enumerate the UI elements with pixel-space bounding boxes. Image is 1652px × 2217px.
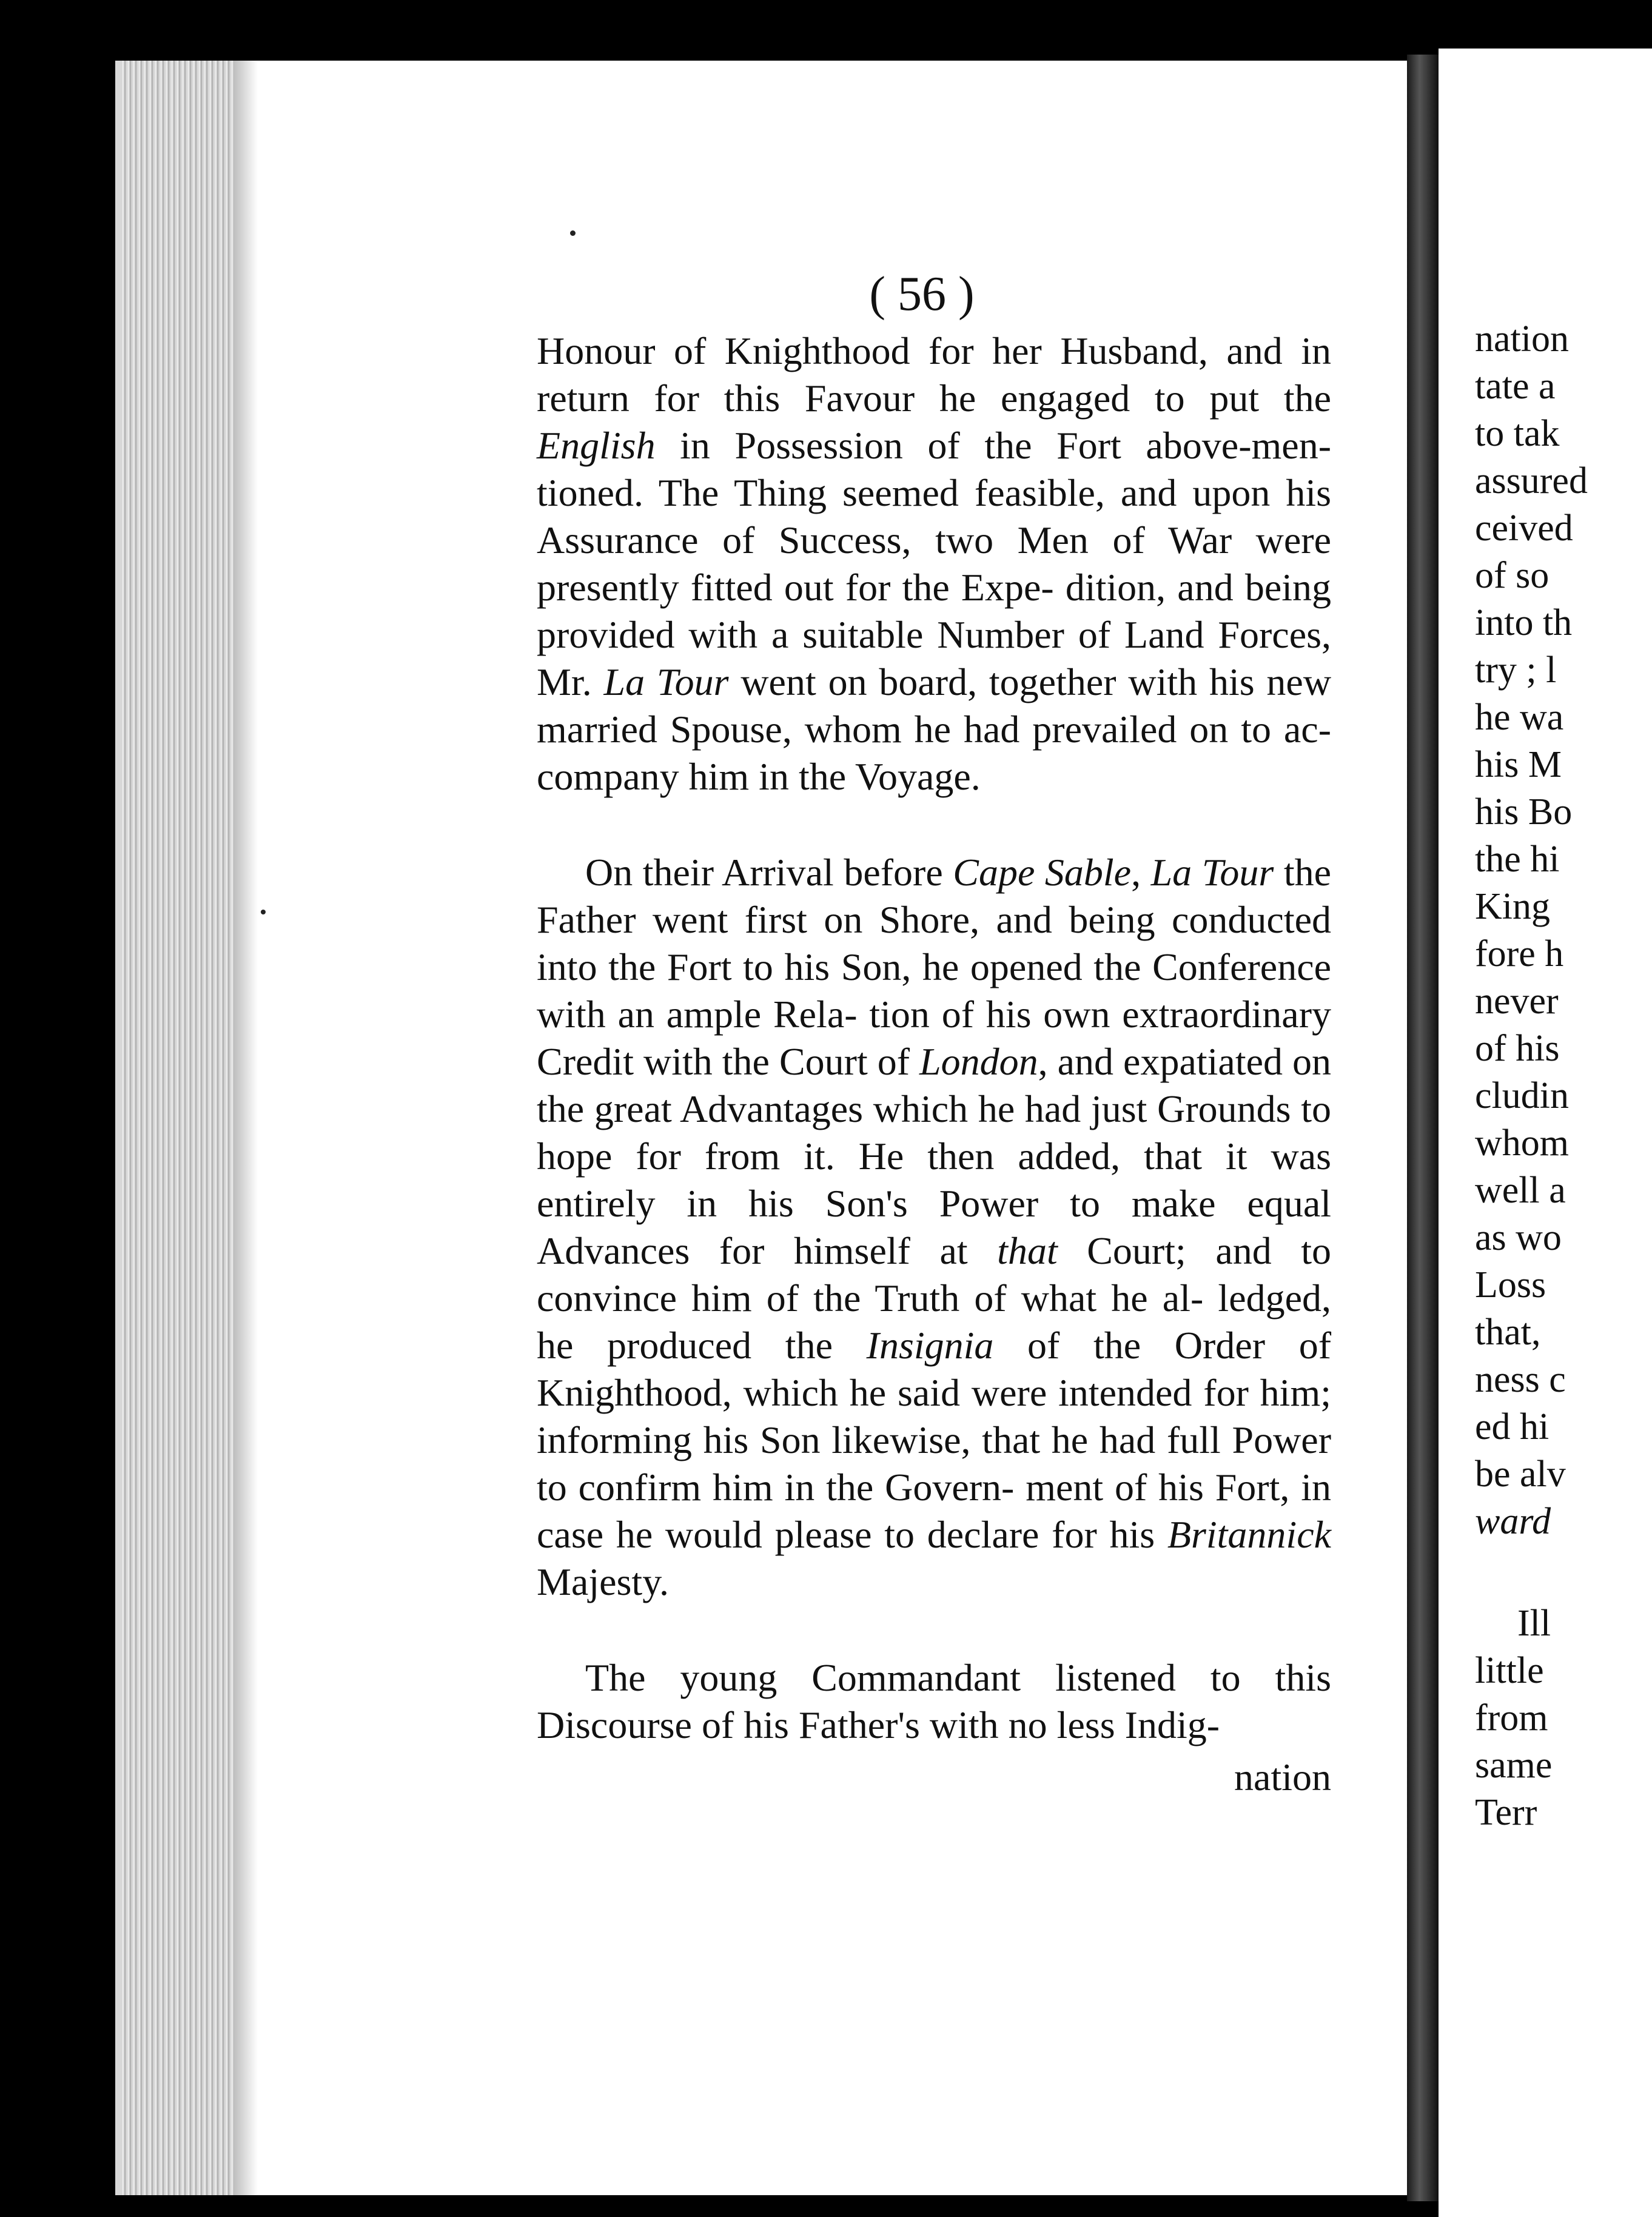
right-text-line: little xyxy=(1475,1650,1544,1691)
right-text-line: the hi xyxy=(1475,839,1560,880)
right-text-line: King xyxy=(1475,886,1550,927)
right-text-line: well a xyxy=(1475,1170,1566,1211)
text-line: opened the Conference with an ample Rela- xyxy=(537,945,1332,1036)
ink-speck xyxy=(261,910,266,914)
text-line: declare for his Britannick Majesty. xyxy=(537,1513,1332,1603)
text-line: tion of his own extraordinary Credit with the xyxy=(537,993,1332,1083)
page-edge-shadow xyxy=(233,61,258,2195)
text-line: had full Power to confirm him in the Govern- xyxy=(537,1418,1332,1509)
text-line: for him; informing his Son likewise, that he xyxy=(537,1371,1332,1461)
text-line: Spouse, whom he had prevailed on to ac- xyxy=(670,708,1332,751)
paragraph-3 xyxy=(537,1654,1331,1749)
text-line: upon his Assurance of Success, two Men of xyxy=(537,471,1332,562)
text-line: Honour of Knighthood for her Husband, and xyxy=(537,329,1283,372)
right-text-line: Ill xyxy=(1517,1603,1551,1644)
text-line: The young Commandant listened to this xyxy=(585,1656,1331,1699)
right-text-line: his M xyxy=(1475,744,1562,785)
text-line: on board, together with his new married xyxy=(537,660,1332,751)
right-text-line: nation xyxy=(1475,318,1569,360)
paragraph-gap xyxy=(1475,1545,1652,1600)
right-text-line: same xyxy=(1475,1745,1553,1786)
right-text-line: of so xyxy=(1475,555,1550,596)
right-text-line: into th xyxy=(1475,602,1573,643)
right-text-line: ceived xyxy=(1475,508,1573,549)
book-gutter xyxy=(1407,55,1439,2201)
right-text-line: whom xyxy=(1475,1122,1569,1164)
text-line: ment of his Fort, in case he would please to xyxy=(537,1466,1332,1556)
right-text-line: his Bo xyxy=(1475,791,1573,833)
right-text-line: fore h xyxy=(1475,933,1564,974)
right-page-text xyxy=(1475,315,1652,1836)
text-line: was entirely in his Son's Power to make equal xyxy=(537,1135,1332,1225)
text-line: Advances for himself at that Court; and to xyxy=(537,1229,1332,1272)
right-text-line: to tak xyxy=(1475,413,1560,454)
text-line: company him in the Voyage. xyxy=(537,755,981,798)
right-text-line: from xyxy=(1475,1697,1548,1739)
text-line: Advantages which he had just Grounds to xyxy=(679,1087,1332,1130)
right-text-line: cludin xyxy=(1475,1075,1569,1116)
text-line: Court of London, and expatiated on the great xyxy=(537,1040,1331,1130)
text-line: of Knighthood, which he said were intended xyxy=(537,1324,1332,1414)
text-line: Number of Land Forces, Mr. La Tour went xyxy=(537,613,1332,703)
text-line: English in Possession of the Fort above-men- xyxy=(537,424,1331,467)
right-text-line: Terr xyxy=(1475,1792,1537,1833)
text-line: Tour the Father went first on Shore, and xyxy=(537,851,1332,941)
text-line: hope for from it. He then added, that it xyxy=(537,1135,1247,1178)
page-number: ( 56 ) xyxy=(869,267,975,321)
right-text-line: tate a xyxy=(1475,366,1556,407)
text-line: being conducted into the Fort to his Son, he xyxy=(537,898,1332,988)
right-text-line: as wo xyxy=(1475,1217,1562,1258)
text-line: dition, and being provided with a suitable xyxy=(537,566,1331,656)
right-text-line: Loss xyxy=(1475,1264,1546,1306)
text-line: convince him of the Truth of what he al- xyxy=(537,1276,1204,1320)
text-line: ledged, he produced the Insignia of the Order xyxy=(537,1276,1332,1367)
text-line: On their Arrival before Cape Sable, La xyxy=(585,851,1192,894)
right-text-line: never xyxy=(1475,981,1559,1022)
right-text-line: ward xyxy=(1475,1501,1551,1542)
right-page xyxy=(1439,49,1652,2217)
right-text-line: assured xyxy=(1475,460,1588,501)
text-line: War were presently fitted out for the Expe- xyxy=(537,518,1332,609)
right-text-line: try ; l xyxy=(1475,649,1557,691)
right-text-line: of his xyxy=(1475,1028,1560,1069)
ink-speck xyxy=(570,230,576,236)
right-text-line: that, xyxy=(1475,1312,1541,1353)
text-line: tioned. The Thing seemed feasible, and xyxy=(537,471,1177,514)
text-line: in return for this Favour he engaged to put the xyxy=(537,329,1332,420)
right-text-line: ed hi xyxy=(1475,1406,1550,1447)
right-text-line: he wa xyxy=(1475,697,1564,738)
right-text-line: be alv xyxy=(1475,1454,1566,1495)
page-edges xyxy=(121,61,233,2195)
paragraph-1 xyxy=(537,327,1331,800)
body-text xyxy=(537,327,1331,1801)
text-line: Discourse of his Father's with no less Indig- xyxy=(537,1703,1220,1746)
right-text-line: ness c xyxy=(1475,1359,1566,1400)
catchword: nation xyxy=(1234,1756,1331,1799)
paragraph-2 xyxy=(537,849,1331,1606)
